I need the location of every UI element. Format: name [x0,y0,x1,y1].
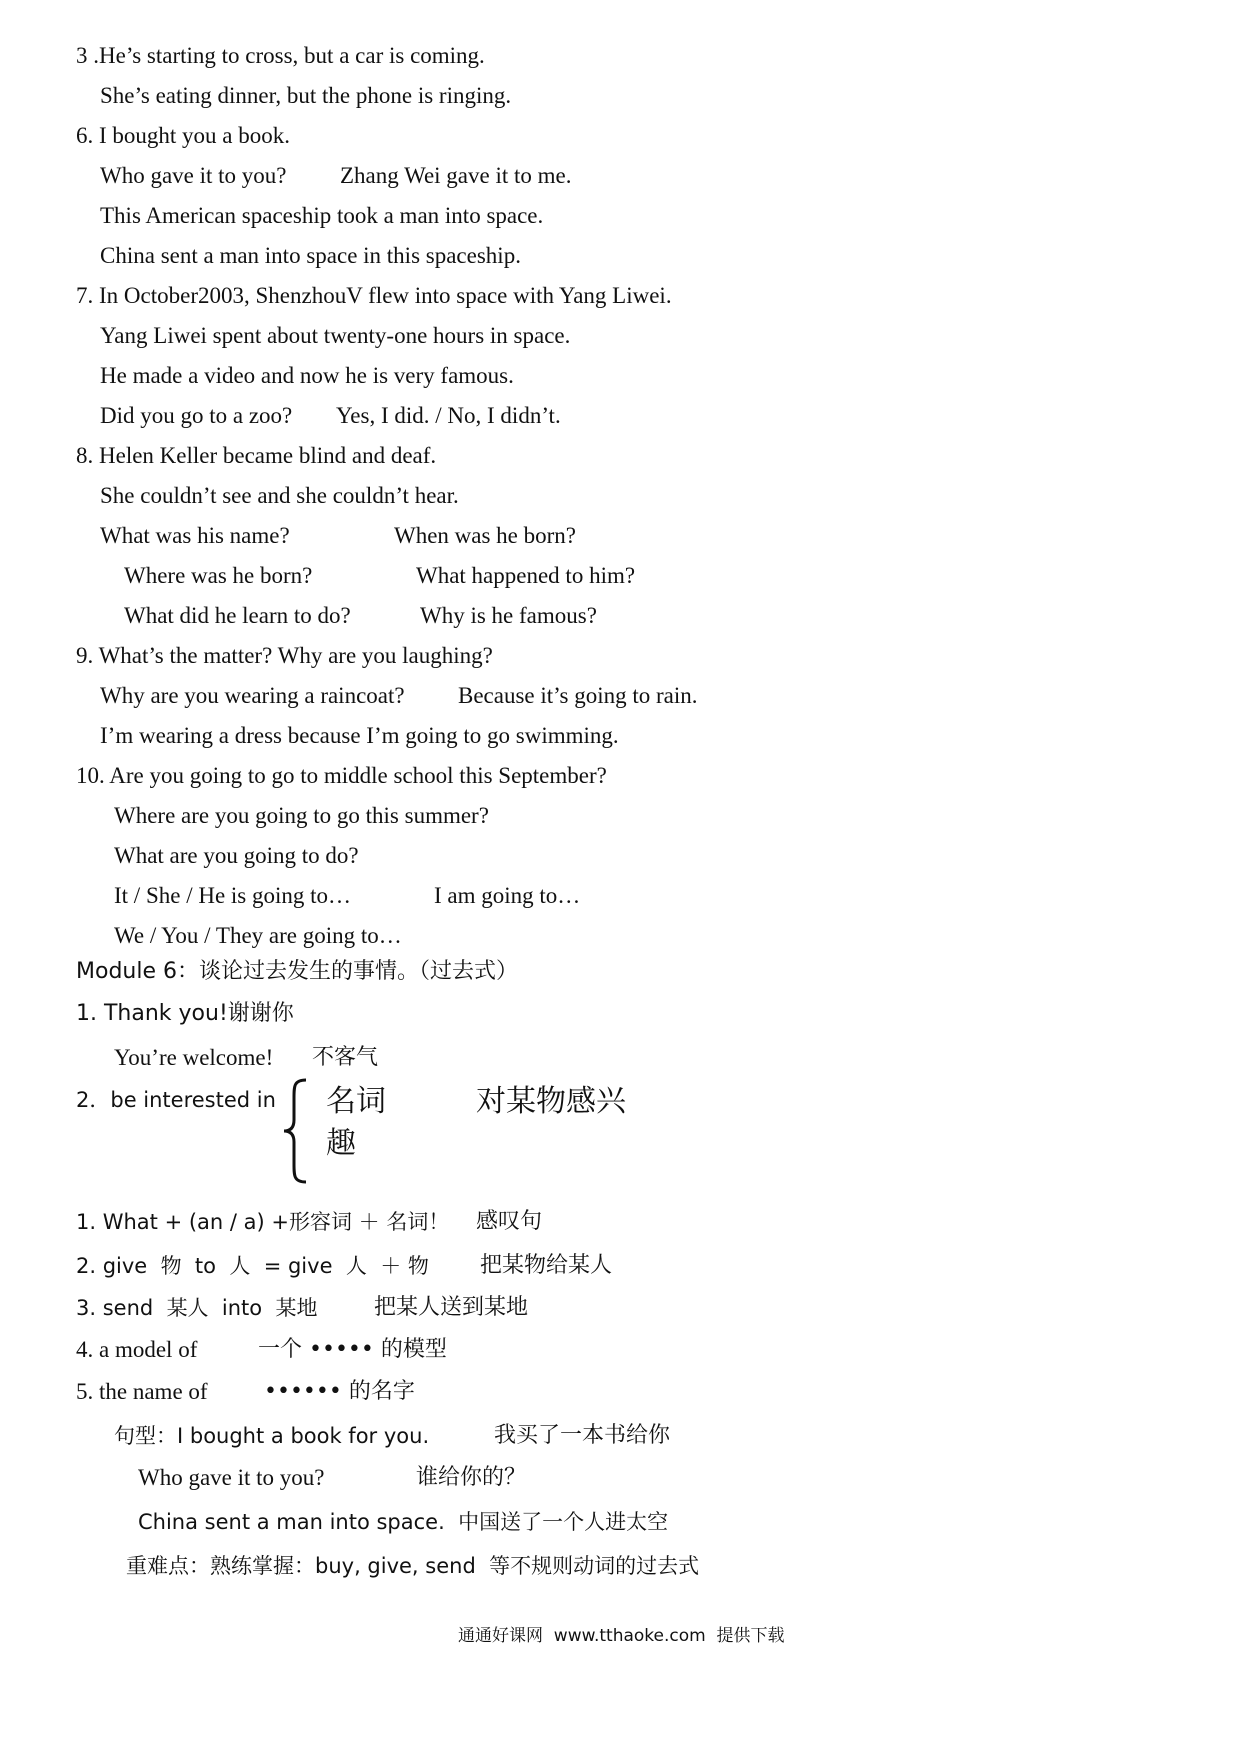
item7-line2: Yang Liwei spent about twenty-one hours in space. [100,323,571,348]
item7-line3: He made a video and now he is very famous. [100,363,514,388]
module6-phrase2-noun: 名词 [326,1084,386,1119]
module6-phrase1-line1: 1. Thank you!谢谢你 [76,1001,294,1026]
item10-line3: What are you going to do? [114,843,359,868]
module6-phrase2-wrap: 趣 [326,1126,356,1161]
item8-line1: 8. Helen Keller became blind and deaf. [76,443,437,468]
grammar-2-meaning: 把某物给某人 [480,1253,613,1278]
item10-line5: We / You / They are going to… [114,923,402,948]
item10-line4a: It / She / He is going to… [114,883,352,908]
module6-phrase1-line2b: 不客气 [312,1045,379,1070]
item8-question-1: What was his name? [100,523,290,548]
sentence-pattern-2: Who gave it to you? [138,1465,325,1490]
item8-question-3: Where was he born? [124,563,313,588]
grammar-3-meaning: 把某人送到某地 [374,1295,529,1320]
item8-question-6: Why is he famous? [420,603,597,628]
item10-line2: Where are you going to go this summer? [114,803,489,828]
item9-line2a: Why are you wearing a raincoat? [100,683,405,708]
sentence-pattern-2-translation: 谁给你的？ [416,1465,527,1490]
item6-line2a: Who gave it to you? [100,163,287,188]
item8-question-4: What happened to him? [416,563,636,588]
grammar-5-meaning: •••••• 的名字 [264,1379,415,1404]
item3-line2: She’s eating dinner, but the phone is ringing. [100,83,512,108]
item9-line1: 9. What’s the matter? Why are you laughing? [76,643,493,668]
item6-line4: China sent a man into space in this spaceship. [100,243,521,268]
module6-phrase2-meaning: 对某物感兴 [476,1084,626,1119]
sentence-pattern-3: China sent a man into space. 中国送了一个人进太空 [138,1510,669,1534]
item9-line3: I’m wearing a dress because I’m going to go swimming. [100,723,619,748]
item8-question-5: What did he learn to do? [124,603,351,628]
grammar-1-pattern: 1. What + (an / a) +形容词 ＋ 名词！ [76,1210,450,1234]
item8-line2: She couldn’t see and she couldn’t hear. [100,483,459,508]
grammar-3-pattern: 3. send 某人 into 某地 [76,1296,318,1320]
item7-line4a: Did you go to a zoo? [100,403,293,428]
grammar-5-pattern: 5. the name of [76,1379,208,1404]
curly-brace-icon [280,1076,310,1186]
item10-line4b: I am going to… [434,883,581,908]
module6-heading: Module 6：谈论过去发生的事情。（过去式） [76,959,518,984]
grammar-1-meaning: 感叹句 [476,1209,543,1234]
item6-line3: This American spaceship took a man into space. [100,203,544,228]
grammar-4-pattern: 4. a model of [76,1337,198,1362]
page-footer: 通通好课网 www.tthaoke.com 提供下载 [458,1626,785,1646]
item7-line4b: Yes, I did. / No, I didn’t. [336,403,561,428]
sentence-pattern-1: 句型：I bought a book for you. [114,1424,430,1448]
grammar-4-meaning: 一个 ••••• 的模型 [258,1337,447,1362]
module6-phrase1-line2a: You’re welcome! [114,1045,274,1070]
item8-question-2: When was he born? [394,523,577,548]
item9-line2b: Because it’s going to rain. [458,683,698,708]
item3-line1: 3 .He’s starting to cross, but a car is coming. [76,43,485,68]
sentence-pattern-1-translation: 我买了一本书给你 [494,1423,671,1448]
item10-line1: 10. Are you going to go to middle school this September? [76,763,607,788]
item6-line2b: Zhang Wei gave it to me. [340,163,572,188]
module6-phrase2-label: 2．be interested in [76,1088,276,1112]
item6-line1: 6. I bought you a book. [76,123,291,148]
item7-line1: 7. In October2003, ShenzhouV flew into space with Yang Liwei. [76,283,672,308]
grammar-2-pattern: 2. give 物 to 人 = give 人 ＋ 物 [76,1254,429,1278]
key-points: 重难点：熟练掌握：buy, give, send 等不规则动词的过去式 [126,1554,700,1578]
